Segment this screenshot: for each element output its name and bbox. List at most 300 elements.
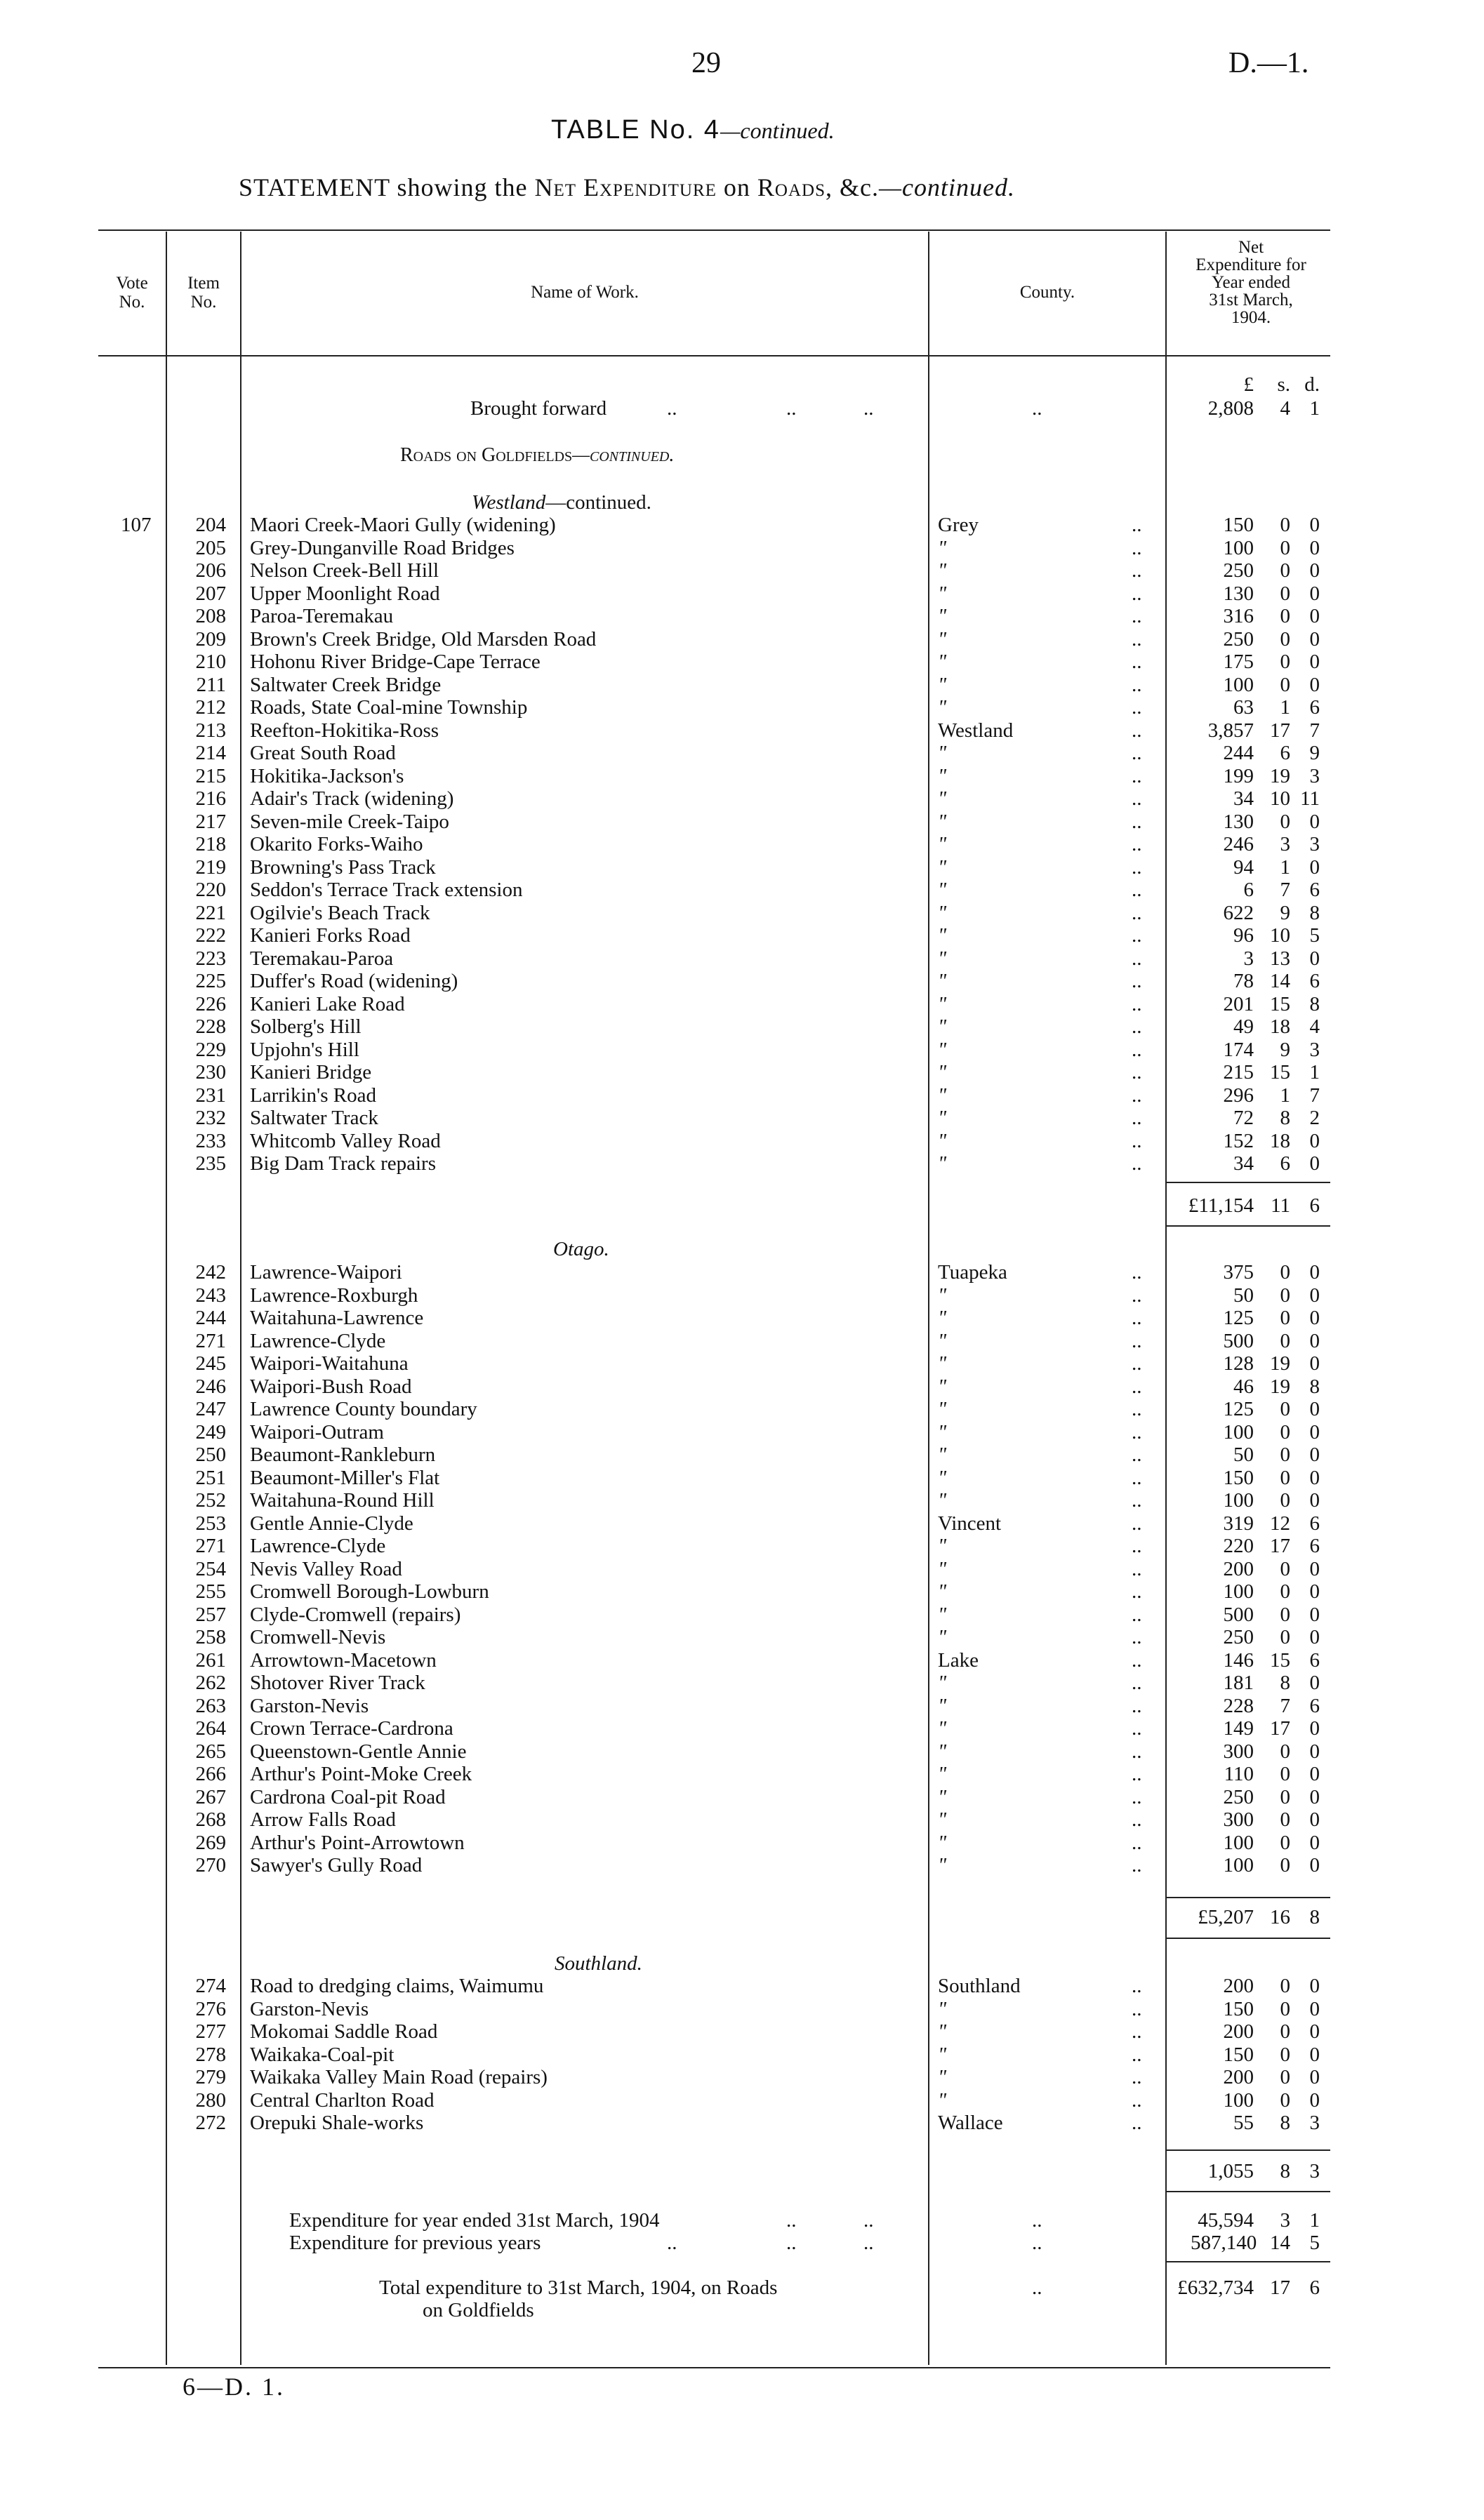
pence: 0 (1309, 2088, 1320, 2112)
county: " (938, 1444, 947, 1466)
pence: 0 (1309, 2043, 1320, 2066)
pounds: 6 (1243, 879, 1254, 901)
shillings: 18 (1270, 1015, 1290, 1038)
pounds: 220 (1223, 1535, 1254, 1557)
work-name: Seven-mile Creek-Taipo (250, 810, 449, 833)
county: " (938, 992, 947, 1015)
county-dots: .. (1132, 1084, 1142, 1107)
table-row (0, 1832, 1484, 1854)
shillings: 15 (1270, 1061, 1290, 1084)
shillings: 0 (1280, 627, 1290, 651)
pounds: 50 (1233, 1284, 1254, 1307)
work-name: Hokitika-Jackson's (250, 764, 404, 787)
grand-total-pounds: £632,734 (1177, 2276, 1254, 2299)
work-name: Saltwater Creek Bridge (250, 673, 442, 696)
item-number: 258 (195, 1626, 226, 1648)
pence: 11 (1300, 787, 1320, 810)
shillings: 19 (1270, 1375, 1290, 1398)
pounds: 150 (1223, 2043, 1254, 2066)
work-name: Shotover River Track (250, 1672, 425, 1694)
item-number: 266 (195, 1763, 226, 1785)
county-dots: .. (1132, 1352, 1142, 1375)
county-dots: .. (1132, 1015, 1142, 1038)
year-expenditure-row (0, 2209, 1484, 2232)
otago-total-pounds: £5,207 (1198, 1906, 1254, 1928)
pence: 4 (1309, 1015, 1320, 1038)
item-number: 228 (195, 1015, 226, 1038)
shillings: 0 (1280, 1831, 1290, 1854)
item-number: 222 (195, 924, 226, 947)
item-number: 205 (195, 536, 226, 559)
pounds: 55 (1233, 2112, 1254, 2134)
table-row (0, 514, 1484, 536)
grand-total-label-line1: Total expenditure to 31st March, 1904, on Roads (379, 2276, 778, 2299)
item-number: 233 (195, 1129, 226, 1152)
county-dots: .. (1132, 855, 1142, 879)
item-number: 269 (195, 1831, 226, 1854)
item-number: 206 (195, 559, 226, 582)
item-number: 257 (195, 1603, 226, 1626)
county: " (938, 696, 947, 719)
item-number: 232 (195, 1107, 226, 1129)
pence: 3 (1309, 764, 1320, 787)
year-expenditure-pence: 1 (1309, 2209, 1320, 2232)
header-vote: Vote No. (116, 274, 148, 312)
pounds: 128 (1223, 1352, 1254, 1375)
county: " (938, 879, 947, 901)
pounds: 300 (1223, 1740, 1254, 1763)
brought-forward-pence: 1 (1309, 397, 1320, 420)
pounds: 50 (1233, 1444, 1254, 1466)
shillings: 7 (1280, 1694, 1290, 1717)
pounds: 100 (1223, 536, 1254, 559)
pence: 0 (1309, 1152, 1320, 1175)
shillings: 0 (1280, 2043, 1290, 2066)
work-name: Nevis Valley Road (250, 1557, 402, 1580)
county-dots: .. (1132, 764, 1142, 787)
county: Vincent (938, 1512, 1002, 1535)
table-title (551, 115, 835, 145)
table-row (0, 1084, 1484, 1107)
otago-heading: Otago. (553, 1238, 609, 1260)
county-dots: .. (1132, 1808, 1142, 1831)
westland-total-bottom-rule (1167, 1225, 1330, 1227)
work-name: Waikaka-Coal-pit (250, 2043, 395, 2066)
item-number: 279 (195, 2066, 226, 2088)
item-number: 249 (195, 1420, 226, 1444)
southland-heading: Southland. (555, 1952, 642, 1975)
county: " (938, 559, 947, 582)
shillings: 8 (1280, 1672, 1290, 1694)
pounds: 100 (1223, 1831, 1254, 1854)
pence: 8 (1309, 901, 1320, 924)
pence: 0 (1309, 514, 1320, 536)
work-name: Larrikin's Road (250, 1084, 376, 1107)
table-row (0, 1015, 1484, 1038)
table-row (0, 1580, 1484, 1603)
county: " (938, 673, 947, 696)
county-dots: .. (1132, 1672, 1142, 1694)
leader-dots: .. (1032, 2276, 1042, 2299)
pence: 3 (1309, 833, 1320, 855)
county-dots: .. (1132, 514, 1142, 536)
work-name: Queenstown-Gentle Annie (250, 1740, 467, 1763)
county: " (938, 970, 947, 992)
county: " (938, 855, 947, 879)
shillings: 0 (1280, 810, 1290, 833)
table-row (0, 719, 1484, 742)
pounds: 200 (1223, 1557, 1254, 1580)
table-row (0, 879, 1484, 901)
pounds: 181 (1223, 1672, 1254, 1694)
work-name: Kanieri Forks Road (250, 924, 411, 947)
pounds: 152 (1223, 1129, 1254, 1152)
shillings: 0 (1280, 514, 1290, 536)
previous-expenditure-pence: 5 (1309, 2232, 1320, 2254)
work-name: Crown Terrace-Cardrona (250, 1717, 453, 1740)
item-number: 270 (195, 1854, 226, 1876)
westland-heading-text: Westland (472, 491, 546, 514)
table-row (0, 2044, 1484, 2066)
county-dots: .. (1132, 1261, 1142, 1284)
table-row (0, 2066, 1484, 2088)
table-row (0, 1854, 1484, 1876)
pounds: 100 (1223, 2088, 1254, 2112)
pounds: 174 (1223, 1038, 1254, 1061)
pence: 0 (1309, 1672, 1320, 1694)
pence: 0 (1309, 1831, 1320, 1854)
pence: 0 (1309, 1580, 1320, 1603)
county-dots: .. (1132, 1107, 1142, 1129)
work-name: Waipori-Outram (250, 1420, 384, 1444)
table-row (0, 1061, 1484, 1084)
county-dots: .. (1132, 719, 1142, 742)
item-number: 215 (195, 764, 226, 787)
table-row (0, 1998, 1484, 2020)
item-number: 204 (195, 514, 226, 536)
previous-expenditure-shillings: 14 (1270, 2232, 1290, 2254)
otago-total-bottom-rule (1167, 1938, 1330, 1939)
county: " (938, 1785, 947, 1808)
table-row (0, 1740, 1484, 1763)
table-row (0, 537, 1484, 559)
county-dots: .. (1132, 1329, 1142, 1352)
table-row (0, 902, 1484, 924)
county-dots: .. (1132, 1831, 1142, 1854)
item-number: 213 (195, 719, 226, 742)
pence: 0 (1309, 1444, 1320, 1466)
pence: 6 (1309, 1512, 1320, 1535)
work-name: Mokomai Saddle Road (250, 2020, 438, 2043)
county: " (938, 1808, 947, 1831)
shillings: 15 (1270, 1648, 1290, 1672)
county-dots: .. (1132, 1626, 1142, 1648)
westland-heading (472, 491, 651, 514)
shillings: 17 (1270, 1717, 1290, 1740)
table-row (0, 1975, 1484, 1997)
pounds: 63 (1233, 696, 1254, 719)
table-row (0, 811, 1484, 833)
county-dots: .. (1132, 1580, 1142, 1603)
shillings: 0 (1280, 1854, 1290, 1876)
southland-total-rule (1167, 2149, 1330, 2151)
county: " (938, 810, 947, 833)
shillings: 0 (1280, 1261, 1290, 1284)
table-bottom-rule (98, 2367, 1330, 2368)
pounds: 125 (1223, 1307, 1254, 1329)
work-name: Gentle Annie-Clyde (250, 1512, 413, 1535)
table-row (0, 605, 1484, 627)
pounds: 622 (1223, 901, 1254, 924)
pounds: 319 (1223, 1512, 1254, 1535)
pounds: 49 (1233, 1015, 1254, 1038)
document-reference: D.—1. (1228, 47, 1309, 79)
county: " (938, 605, 947, 627)
item-number: 235 (195, 1152, 226, 1175)
table-row (0, 1558, 1484, 1580)
year-expenditure-label: Expenditure for year ended 31st March, 1904 (289, 2209, 660, 2232)
work-name: Maori Creek-Maori Gully (widening) (250, 514, 556, 536)
county-dots: .. (1132, 651, 1142, 673)
county-dots: .. (1132, 1284, 1142, 1307)
pounds: 201 (1223, 992, 1254, 1015)
leader-dots: .. (1032, 2232, 1042, 2254)
shillings: 0 (1280, 1740, 1290, 1763)
county-dots: .. (1132, 673, 1142, 696)
southland-total-row (0, 2160, 1484, 2182)
item-number: 207 (195, 582, 226, 605)
pounds: 228 (1223, 1694, 1254, 1717)
table-row (0, 1152, 1484, 1175)
pounds: 250 (1223, 1785, 1254, 1808)
county: Wallace (938, 2112, 1003, 2134)
item-number: 230 (195, 1061, 226, 1084)
item-number: 229 (195, 1038, 226, 1061)
work-name: Sawyer's Gully Road (250, 1854, 423, 1876)
work-name: Clyde-Cromwell (repairs) (250, 1603, 461, 1626)
county: " (938, 651, 947, 673)
county: " (938, 1307, 947, 1329)
county-dots: .. (1132, 2066, 1142, 2088)
county-dots: .. (1132, 2112, 1142, 2134)
item-number: 264 (195, 1717, 226, 1740)
table-row (0, 833, 1484, 855)
shillings: 17 (1270, 1535, 1290, 1557)
table-title-continued: —continued. (720, 118, 835, 143)
table-row (0, 2089, 1484, 2112)
shillings: 3 (1280, 833, 1290, 855)
shillings: 17 (1270, 719, 1290, 742)
pence: 0 (1309, 651, 1320, 673)
leader-dots: .. (786, 2232, 797, 2254)
pounds: 146 (1223, 1648, 1254, 1672)
westland-total-pounds: £11,154 (1188, 1194, 1254, 1217)
item-number: 280 (195, 2088, 226, 2112)
work-name: Garston-Nevis (250, 1694, 369, 1717)
table-row (0, 696, 1484, 719)
grand-total-shillings: 17 (1270, 2276, 1290, 2299)
shillings: 0 (1280, 1444, 1290, 1466)
work-name: Nelson Creek-Bell Hill (250, 559, 439, 582)
otago-total-pence: 8 (1309, 1906, 1320, 1928)
county: " (938, 764, 947, 787)
county: " (938, 1717, 947, 1740)
item-number: 247 (195, 1398, 226, 1420)
work-name: Central Charlton Road (250, 2088, 435, 2112)
county: " (938, 924, 947, 947)
shillings: 0 (1280, 1466, 1290, 1489)
item-number: 254 (195, 1557, 226, 1580)
shillings: 0 (1280, 2088, 1290, 2112)
shillings: 0 (1280, 673, 1290, 696)
county-dots: .. (1132, 1740, 1142, 1763)
item-number: 208 (195, 605, 226, 627)
table-row (0, 1330, 1484, 1352)
pence: 0 (1309, 1626, 1320, 1648)
work-name: Okarito Forks-Waiho (250, 833, 423, 855)
header-county: County. (1019, 283, 1075, 302)
work-name: Kanieri Lake Road (250, 992, 405, 1015)
county: " (938, 1107, 947, 1129)
leader-dots: .. (786, 2209, 797, 2232)
county: " (938, 1061, 947, 1084)
work-name: Brown's Creek Bridge, Old Marsden Road (250, 627, 597, 651)
work-name: Cardrona Coal-pit Road (250, 1785, 446, 1808)
item-number: 214 (195, 742, 226, 764)
item-number: 217 (195, 810, 226, 833)
shillings: 14 (1270, 970, 1290, 992)
section-title-text: Roads on Goldfields (400, 444, 573, 466)
county-dots: .. (1132, 901, 1142, 924)
westland-total-row (0, 1194, 1484, 1217)
item-number: 272 (195, 2112, 226, 2134)
work-name: Lawrence-Clyde (250, 1329, 386, 1352)
work-name: Reefton-Hokitika-Ross (250, 719, 439, 742)
pounds: 200 (1223, 2020, 1254, 2043)
southland-total-bottom-rule (1167, 2191, 1330, 2192)
county-dots: .. (1132, 1466, 1142, 1489)
vote-number: 107 (121, 514, 152, 536)
item-number: 244 (195, 1307, 226, 1329)
table-row (0, 970, 1484, 992)
otago-total-rule (1167, 1897, 1330, 1898)
item-number: 212 (195, 696, 226, 719)
county: " (938, 1672, 947, 1694)
work-name: Teremakau-Paroa (250, 947, 394, 970)
county: Grey (938, 514, 979, 536)
item-number: 242 (195, 1261, 226, 1284)
shillings: 0 (1280, 1975, 1290, 1997)
pounds: 72 (1233, 1107, 1254, 1129)
pence: 0 (1309, 1466, 1320, 1489)
county-dots: .. (1132, 742, 1142, 764)
county: " (938, 1084, 947, 1107)
shillings: 0 (1280, 1580, 1290, 1603)
shillings: 0 (1280, 1785, 1290, 1808)
county: Westland (938, 719, 1014, 742)
pounds: 375 (1223, 1261, 1254, 1284)
pence: 7 (1309, 1084, 1320, 1107)
table-row (0, 787, 1484, 810)
county: " (938, 1831, 947, 1854)
item-number: 221 (195, 901, 226, 924)
county-dots: .. (1132, 1489, 1142, 1512)
southland-total-shillings: 8 (1280, 2160, 1290, 2182)
county-dots: .. (1132, 1061, 1142, 1084)
work-name: Great South Road (250, 742, 396, 764)
shillings: 9 (1280, 1038, 1290, 1061)
pounds: 100 (1223, 1854, 1254, 1876)
table-title-text: TABLE No. 4 (551, 115, 720, 145)
brought-forward-label: Brought forward (470, 397, 607, 420)
shillings: 0 (1280, 1603, 1290, 1626)
pence: 0 (1309, 1284, 1320, 1307)
work-name: Ogilvie's Beach Track (250, 901, 430, 924)
item-number: 245 (195, 1352, 226, 1375)
shillings: 1 (1280, 855, 1290, 879)
table-row (0, 1352, 1484, 1375)
shillings: 1 (1280, 696, 1290, 719)
pence: 8 (1309, 1375, 1320, 1398)
county: " (938, 1694, 947, 1717)
pence: 0 (1309, 1420, 1320, 1444)
table-row (0, 1107, 1484, 1129)
county: " (938, 536, 947, 559)
county-dots: .. (1132, 1785, 1142, 1808)
work-name: Beaumont-Rankleburn (250, 1444, 436, 1466)
work-name: Lawrence-Roxburgh (250, 1284, 418, 1307)
work-name: Waipori-Waitahuna (250, 1352, 409, 1375)
westland-heading-continued: —continued. (545, 491, 651, 514)
item-number: 251 (195, 1466, 226, 1489)
shillings: 0 (1280, 1763, 1290, 1785)
county: " (938, 833, 947, 855)
item-number: 225 (195, 970, 226, 992)
county-dots: .. (1132, 1398, 1142, 1420)
pence: 0 (1309, 1763, 1320, 1785)
work-name: Waitahuna-Round Hill (250, 1489, 435, 1512)
county: " (938, 1580, 947, 1603)
pounds: 250 (1223, 559, 1254, 582)
shillings: 10 (1270, 787, 1290, 810)
county-dots: .. (1132, 1307, 1142, 1329)
section-title-continued: —continued. (572, 444, 675, 466)
county: " (938, 1740, 947, 1763)
item-number: 252 (195, 1489, 226, 1512)
work-name: Arrowtown-Macetown (250, 1648, 437, 1672)
previous-expenditure-row (0, 2232, 1484, 2254)
statement-title (239, 173, 1015, 202)
pence: 0 (1309, 1997, 1320, 2020)
county-dots: .. (1132, 1997, 1142, 2020)
item-number: 274 (195, 1975, 226, 1997)
shillings: 8 (1280, 2112, 1290, 2134)
item-number: 261 (195, 1648, 226, 1672)
table-row (0, 924, 1484, 947)
pence: 0 (1309, 582, 1320, 605)
otago-total-shillings: 16 (1270, 1906, 1290, 1928)
pounds: 130 (1223, 582, 1254, 605)
pence: 0 (1309, 1785, 1320, 1808)
pounds: 296 (1223, 1084, 1254, 1107)
county: " (938, 1466, 947, 1489)
work-name: Grey-Dunganville Road Bridges (250, 536, 515, 559)
pence: 0 (1309, 673, 1320, 696)
work-name: Solberg's Hill (250, 1015, 362, 1038)
table-row (0, 1467, 1484, 1489)
pounds: 34 (1233, 787, 1254, 810)
county: " (938, 2043, 947, 2066)
